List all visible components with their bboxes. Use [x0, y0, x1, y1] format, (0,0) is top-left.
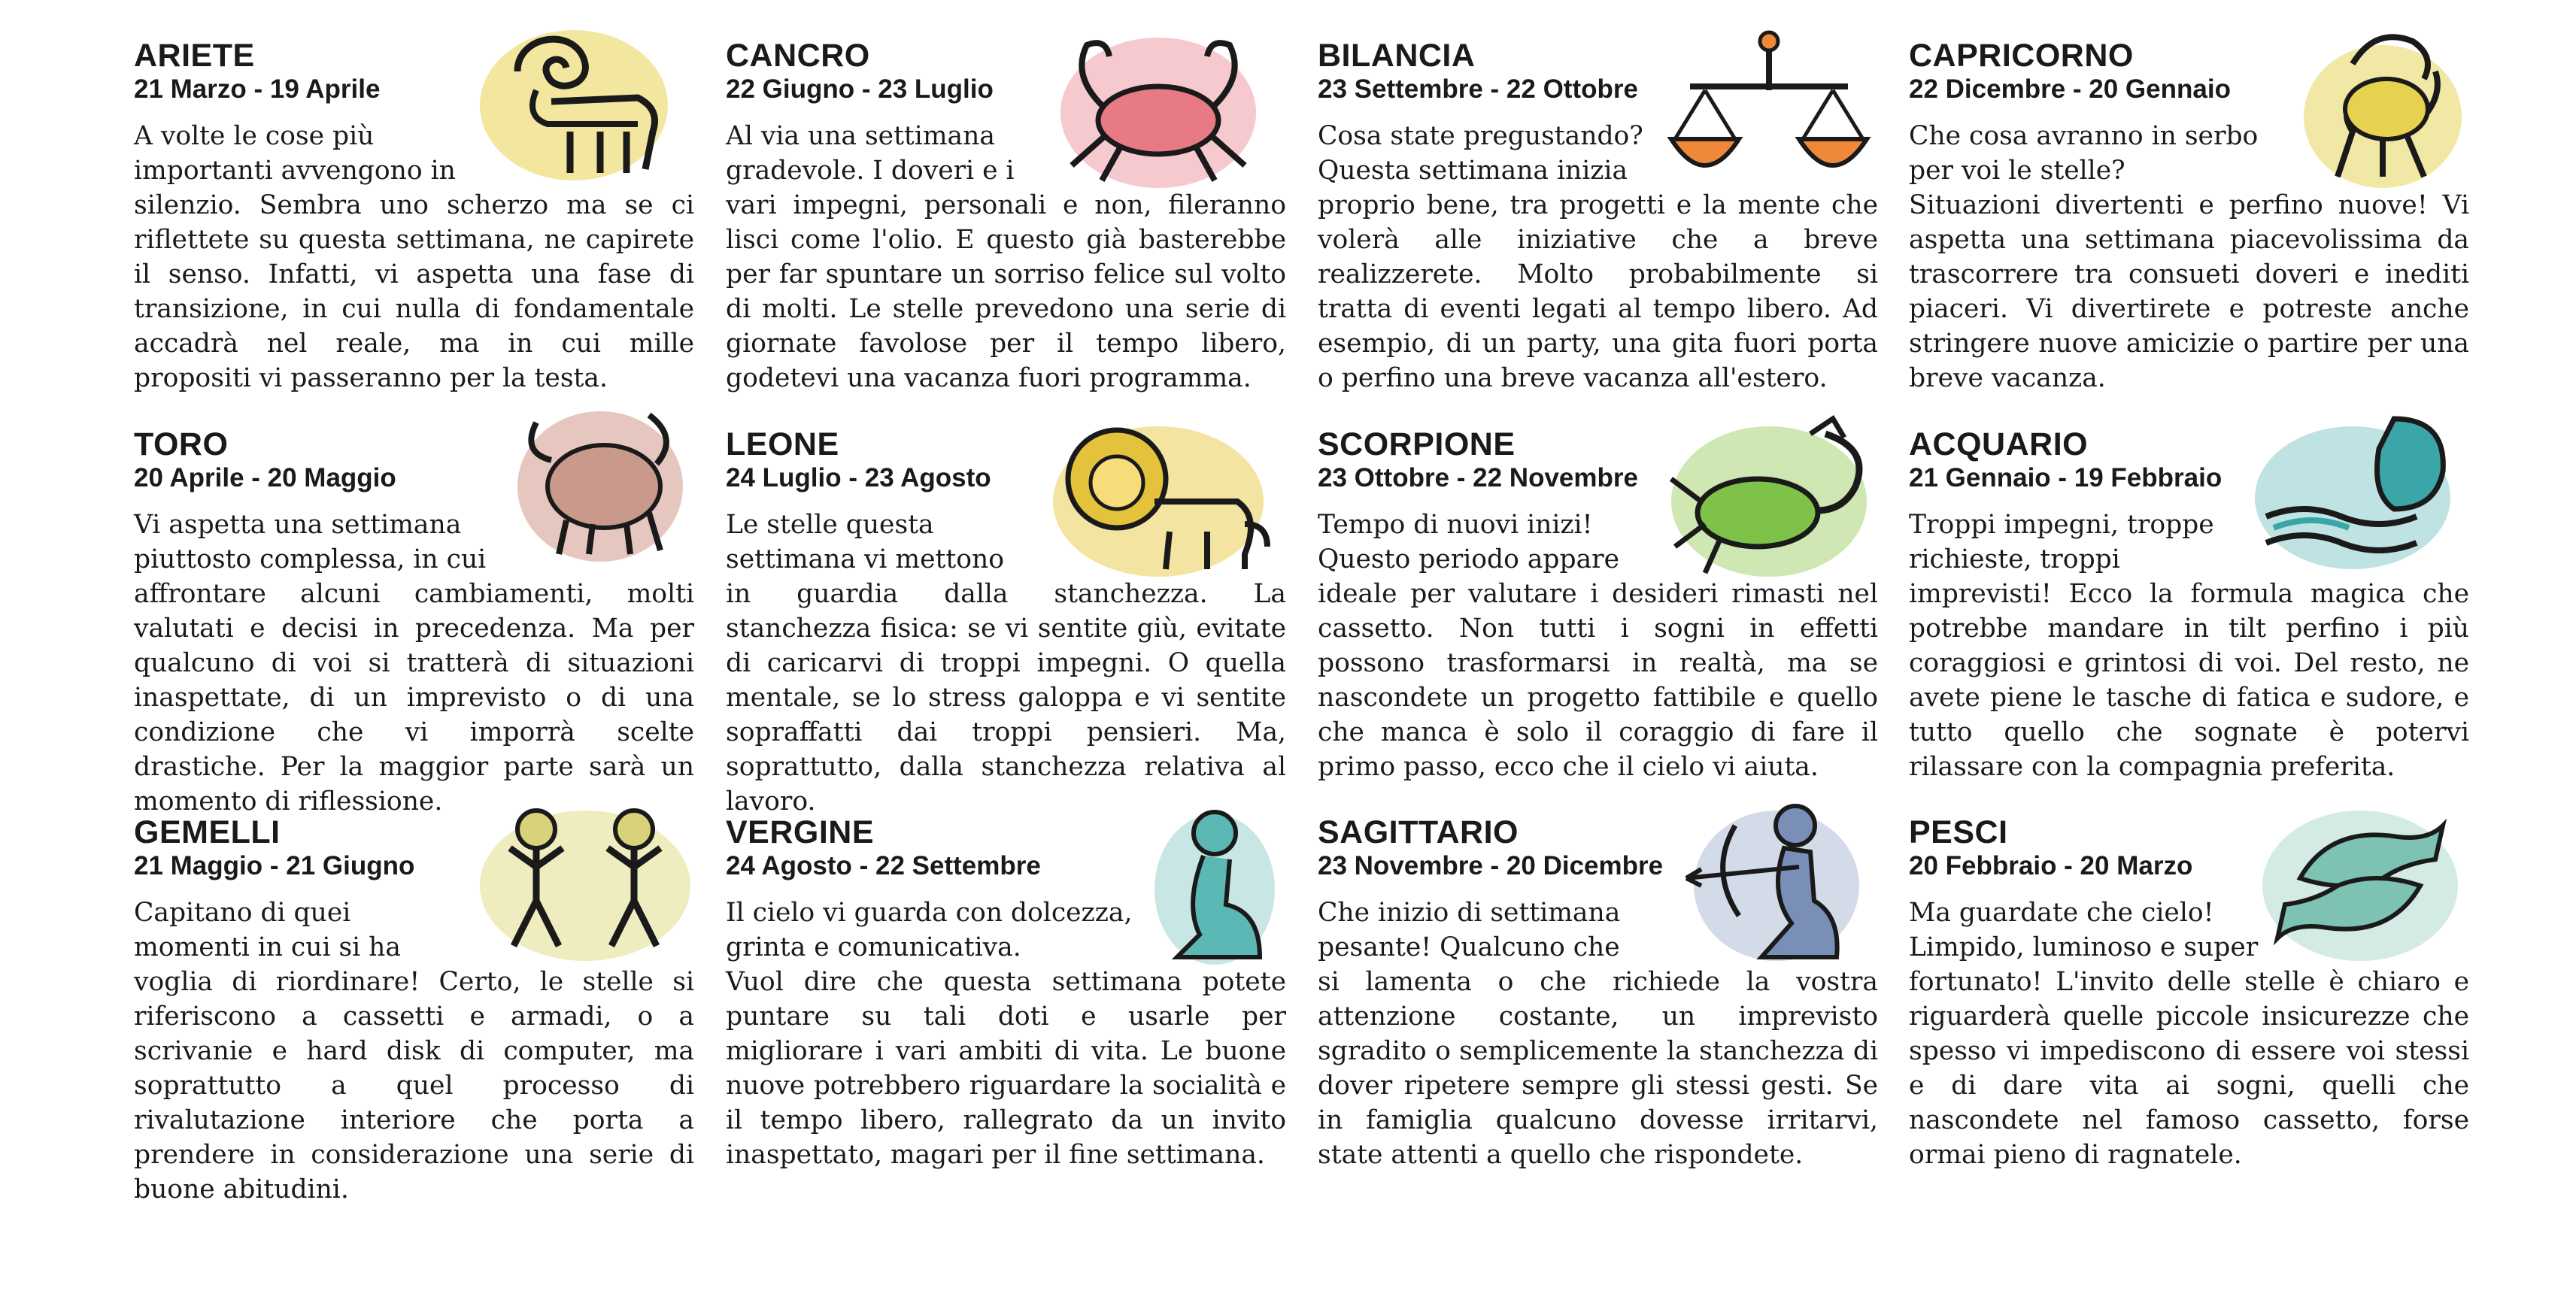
sign-pesci — [1909, 814, 2469, 1205]
sign-dates: 24 Agosto - 22 Settembre — [726, 851, 1041, 880]
intro-line-2: Questa settimana inizia — [1318, 156, 1628, 186]
body-text: affrontare alcuni cambiamenti, molti valutati e decisi in precedenza. Ma per qualcuno di voi si tratterà di situazioni inaspettate, di un imprevisto o di una condizione che vi imporrà scelte drastiche. Per la maggior parte sarà un momento di riflessione. — [134, 579, 694, 817]
intro-line-2: pesante! Qualcuno che — [1318, 932, 1620, 962]
body-text: proprio bene, tra progetti e la mente che volerà alle iniziative che a breve realizzerete. Molto probabilmente si tratta di eventi legati al tempo libero. Ad esempio, di un party, una gita fuori porta o perfino una breve vacanza all'estero. — [1318, 190, 1878, 393]
sign-gemelli — [134, 814, 694, 1205]
intro-line-1: Che cosa avranno in serbo — [1909, 121, 2259, 151]
sign-dates: 24 Luglio - 23 Agosto — [726, 463, 991, 492]
intro-line-2: settimana vi mettono — [726, 544, 1005, 574]
body-text: Vuol dire che questa settimana potete puntare su tali doti e usarle per migliorare i vari ambiti di vita. Le buone nuove potrebbero riguardare la socialità e il tempo libero, rallegrato da un invito inaspettato, magari per il fine settimana. — [726, 967, 1286, 1170]
sign-capricorno — [1909, 38, 2469, 429]
sign-toro — [134, 426, 694, 817]
intro-line-1: Al via una settimana — [726, 121, 995, 151]
sign-text — [1909, 895, 2469, 1172]
sign-dates: 21 Marzo - 19 Aprile — [134, 74, 381, 104]
body-text: vari impegni, personali e non, fileranno lisci come l'olio. E questo già basterebbe per far spuntare un sorriso felice sul volto di molti. Le stelle prevedono una serie di giornate favolose per il tempo libero, godetevi una vacanza fuori programma. — [726, 190, 1286, 393]
body-text: ideale per valutare i desideri rimasti nel cassetto. Non tutti i sogni in effetti possono trasformarsi in realtà, ma se nascondete un progetto fattibile e quello che manca è solo il coraggio di fare il primo passo, ecco che il cielo vi aiuta. — [1318, 579, 1878, 782]
intro-line-1: Il cielo vi guarda con dolcezza, — [726, 898, 1133, 928]
body-text: imprevisti! Ecco la formula magica che potrebbe mandare in tilt perfino i più coraggiosi e grintosi di voi. Del resto, ne avete piene le tasche di fatica e sudore, e tutto quello che sognate è potervi rilassare con la compagnia preferita. — [1909, 579, 2469, 782]
sign-dates: 22 Dicembre - 20 Gennaio — [1909, 74, 2231, 104]
body-text: voglia di riordinare! Certo, le stelle si riferiscono a cassetti e armadi, o a scrivanie e hard disk di computer, ma soprattutto a quel processo di rivalutazione interiore che porta a prendere in considerazione una serie di buone abitudini. — [134, 967, 694, 1205]
sign-text — [1909, 508, 2469, 784]
body-text: silenzio. Sembra uno scherzo ma se ci riflettete su questa settimana, ne capirete il senso. Infatti, vi aspetta una fase di transizione, in cui nulla di fondamentale accadrà nel reale, ma in cui mille propositi vi passeranno per la testa. — [134, 190, 694, 393]
sign-bilancia — [1318, 38, 1878, 429]
sign-sagittario — [1318, 814, 1878, 1205]
sign-text — [1318, 119, 1878, 395]
sign-title: SCORPIONE — [1318, 426, 1516, 462]
intro-line-1: Capitano di quei — [134, 898, 351, 928]
intro-line-2: grinta e comunicativa. — [726, 932, 1021, 962]
sign-text — [726, 508, 1286, 819]
sign-text — [134, 895, 694, 1207]
intro-line-2: momenti in cui si ha — [134, 932, 401, 962]
sign-ariete — [134, 38, 694, 429]
sign-vergine — [726, 814, 1286, 1205]
intro-line-2: piuttosto complessa, in cui — [134, 544, 487, 574]
sign-text — [134, 119, 694, 395]
sign-title: SAGITTARIO — [1318, 814, 1519, 850]
sign-text — [1318, 508, 1878, 784]
sign-dates: 23 Ottobre - 22 Novembre — [1318, 463, 1638, 492]
sign-title: ACQUARIO — [1909, 426, 2089, 462]
body-text: in guardia dalla stanchezza. La stanchezza fisica: se vi sentite giù, evitate di caricarvi di troppi impegni. O quella mentale, se lo stress galoppa e vi sentite sopraffatti dai troppi pensieri. Ma, soprattutto, dalla stanchezza relativa al lavoro. — [726, 579, 1286, 817]
sign-title: CAPRICORNO — [1909, 38, 2134, 74]
sign-text — [726, 119, 1286, 395]
sign-title: TORO — [134, 426, 229, 462]
sign-dates: 22 Giugno - 23 Luglio — [726, 74, 994, 104]
intro-line-2: importanti avvengono in — [134, 156, 456, 186]
intro-line-1: Le stelle questa — [726, 510, 934, 540]
body-text: Situazioni divertenti e perfino nuove! Vi aspetta una settimana piacevolissima da trascorrere tra consueti doveri e inediti piaceri. Vi divertirete e potreste anche stringere nuove amicizie o partire per una breve vacanza. — [1909, 190, 2469, 393]
sign-leone — [726, 426, 1286, 817]
sign-dates: 21 Gennaio - 19 Febbraio — [1909, 463, 2223, 492]
sign-text — [726, 895, 1286, 1172]
sign-title: GEMELLI — [134, 814, 281, 850]
intro-line-1: Tempo di nuovi inizi! — [1318, 510, 1593, 540]
sign-title: CANCRO — [726, 38, 870, 74]
intro-line-2: per voi le stelle? — [1909, 156, 2125, 186]
intro-line-1: Che inizio di settimana — [1318, 898, 1621, 928]
sign-dates: 20 Febbraio - 20 Marzo — [1909, 851, 2193, 880]
sign-dates: 21 Maggio - 21 Giugno — [134, 851, 415, 880]
sign-dates: 20 Aprile - 20 Maggio — [134, 463, 396, 492]
sign-title: VERGINE — [726, 814, 875, 850]
sign-text — [134, 508, 694, 819]
intro-line-1: Troppi impegni, troppe — [1909, 510, 2214, 540]
intro-line-1: Ma guardate che cielo! — [1909, 898, 2214, 928]
sign-cancro — [726, 38, 1286, 429]
sign-text — [1318, 895, 1878, 1172]
sign-text — [1909, 119, 2469, 395]
sign-dates: 23 Novembre - 20 Dicembre — [1318, 851, 1664, 880]
sign-acquario — [1909, 426, 2469, 817]
body-text: si lamenta o che richiede la vostra attenzione costante, un imprevisto sgradito o semplicemente la stanchezza di dover ripetere sempre gli stessi gesti. Se in famiglia qualcuno dovesse irritarvi, state attenti a quello che rispondete. — [1318, 967, 1878, 1170]
sign-title: ARIETE — [134, 38, 255, 74]
intro-line-1: Cosa state pregustando? — [1318, 121, 1643, 151]
intro-line-1: Vi aspetta una settimana — [134, 510, 462, 540]
sign-title: PESCI — [1909, 814, 2008, 850]
intro-line-2: Limpido, luminoso e super — [1909, 932, 2259, 962]
intro-line-2: gradevole. I doveri e i — [726, 156, 1015, 186]
intro-line-2: richieste, troppi — [1909, 544, 2120, 574]
intro-line-2: Questo periodo appare — [1318, 544, 1620, 574]
sign-title: BILANCIA — [1318, 38, 1476, 74]
sign-title: LEONE — [726, 426, 839, 462]
intro-line-1: A volte le cose più — [134, 121, 375, 151]
sign-scorpione — [1318, 426, 1878, 817]
body-text: fortunato! L'invito delle stelle è chiaro e riguarderà quelle piccole insicurezze che spesso vi impediscono di essere voi stessi e di dare vita ai sogni, quelli che nascondete nel famoso cassetto, forse ormai pieno di ragnatele. — [1909, 967, 2469, 1170]
sign-dates: 23 Settembre - 22 Ottobre — [1318, 74, 1638, 104]
